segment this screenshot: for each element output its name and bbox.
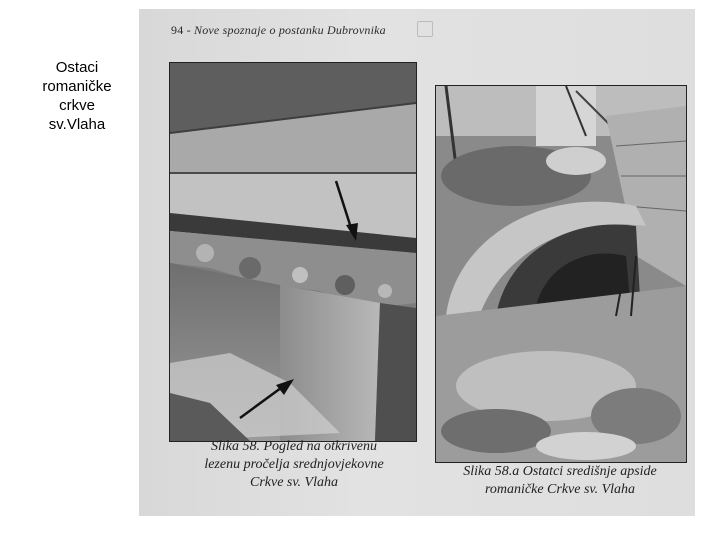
photo-apse-remains-image: [436, 86, 686, 462]
photo-apse-caption: [429, 463, 691, 499]
slide-caption-line: Ostaci: [55, 59, 99, 76]
slide-caption-line: sv.Vlaha: [48, 116, 106, 133]
caption-line: Crkve sv. Vlaha: [250, 475, 338, 490]
slide-caption: [22, 58, 132, 134]
bleed-through-mark: [417, 21, 433, 37]
caption-line: Slika 58. Pogled na otkrivenu: [210, 439, 378, 454]
caption-line: Slika 58.a Ostatci središnje apside: [463, 464, 657, 479]
slide-caption-line: romaničke: [42, 78, 112, 95]
page-header: [171, 23, 386, 38]
page-number: 94: [171, 23, 184, 37]
slide-caption-line: crkve: [59, 97, 95, 114]
photo-facade-pilaster-image: [170, 63, 416, 441]
photo-facade-caption: [165, 438, 423, 492]
caption-line: lezenu pročelja srednjovjekovne: [204, 457, 384, 472]
photo-apse-remains: [435, 85, 687, 463]
scanned-book-page: [139, 9, 695, 516]
running-title: - Nove spoznaje o postanku Dubrovnika: [183, 23, 386, 37]
photo-facade-pilaster: [169, 62, 417, 442]
caption-line: romaničke Crkve sv. Vlaha: [484, 482, 636, 497]
